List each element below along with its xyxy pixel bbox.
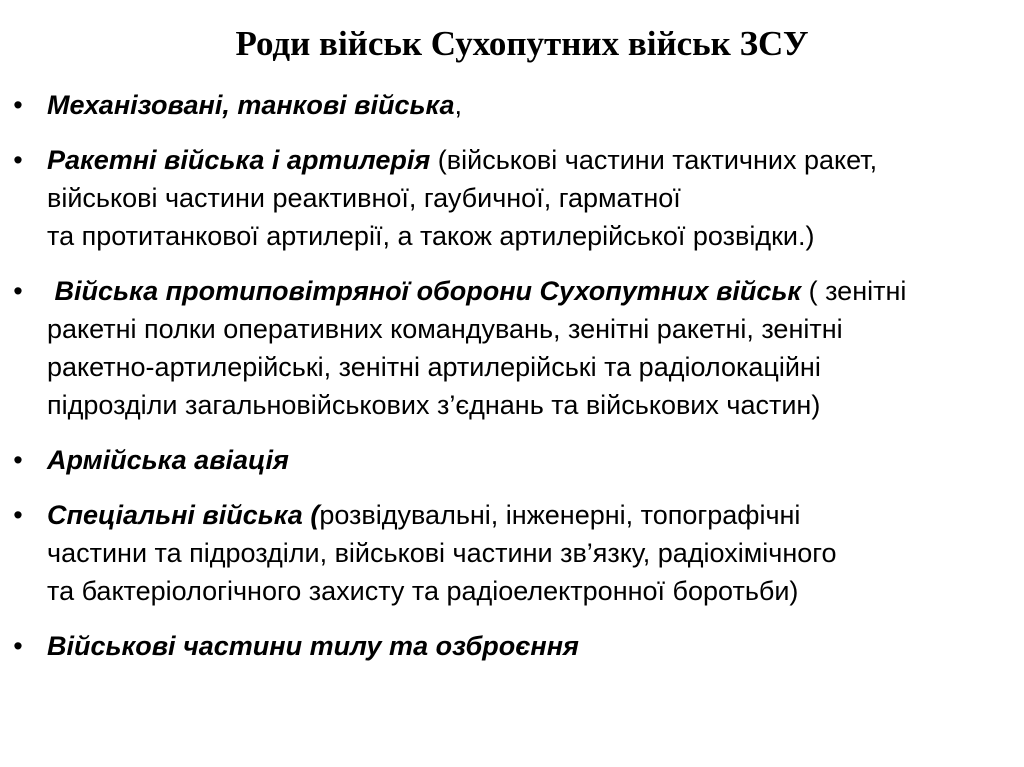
- bullet-icon: •: [13, 90, 23, 120]
- bullet-text: підрозділи загальновійськових з’єднань та військових частин): [47, 390, 821, 420]
- bullet-icon: •: [13, 276, 23, 306]
- bullet-text: ракетні полки оперативних командувань, зенітні ракетні, зенітні: [47, 314, 843, 344]
- bullet-emphasis: Механізовані, танкові війська: [47, 90, 455, 120]
- bullet-text: (військові частини тактичних ракет,: [430, 145, 878, 175]
- bullet-item-mechanized: [0, 86, 1024, 124]
- bullet-icon: •: [13, 145, 23, 175]
- bullet-list: [0, 86, 1024, 682]
- bullet-item-air-defense: [0, 272, 1024, 424]
- bullet-item-missile-artillery: [0, 141, 1024, 255]
- bullet-icon: •: [13, 500, 23, 530]
- bullet-text: ( зенітні: [801, 276, 907, 306]
- bullet-text: частини та підрозділи, військові частини зв’язку, радіохімічного: [47, 538, 837, 568]
- bullet-text: та протитанкової артилерії, а також артилерійської розвідки.): [47, 221, 815, 251]
- bullet-text: та бактеріологічного захисту та радіоелектронної боротьби): [47, 576, 799, 606]
- bullet-emphasis: Спеціальні війська (: [47, 500, 320, 530]
- bullet-icon: •: [13, 445, 23, 475]
- bullet-icon: •: [13, 631, 23, 661]
- bullet-text: військові частини реактивної, гаубичної, гарматної: [47, 183, 681, 213]
- bullet-item-logistics: [0, 627, 1024, 665]
- bullet-text: ракетно-артилерійські, зенітні артилерійські та радіолокаційні: [47, 352, 821, 382]
- bullet-item-army-aviation: [0, 441, 1024, 479]
- bullet-emphasis: Війська протиповітряної оборони Сухопутних військ: [54, 276, 802, 306]
- slide-title: Роди військ Сухопутних військ ЗСУ: [235, 24, 809, 63]
- bullet-text: розвідувальні, інженерні, топографічні: [319, 500, 801, 530]
- bullet-text: ,: [454, 90, 463, 120]
- bullet-item-special-forces: [0, 496, 1024, 610]
- bullet-emphasis: Армійська авіація: [47, 445, 289, 475]
- bullet-emphasis: Військові частини тилу та озброєння: [47, 631, 579, 661]
- bullet-emphasis: Ракетні війська і артилерія: [47, 145, 431, 175]
